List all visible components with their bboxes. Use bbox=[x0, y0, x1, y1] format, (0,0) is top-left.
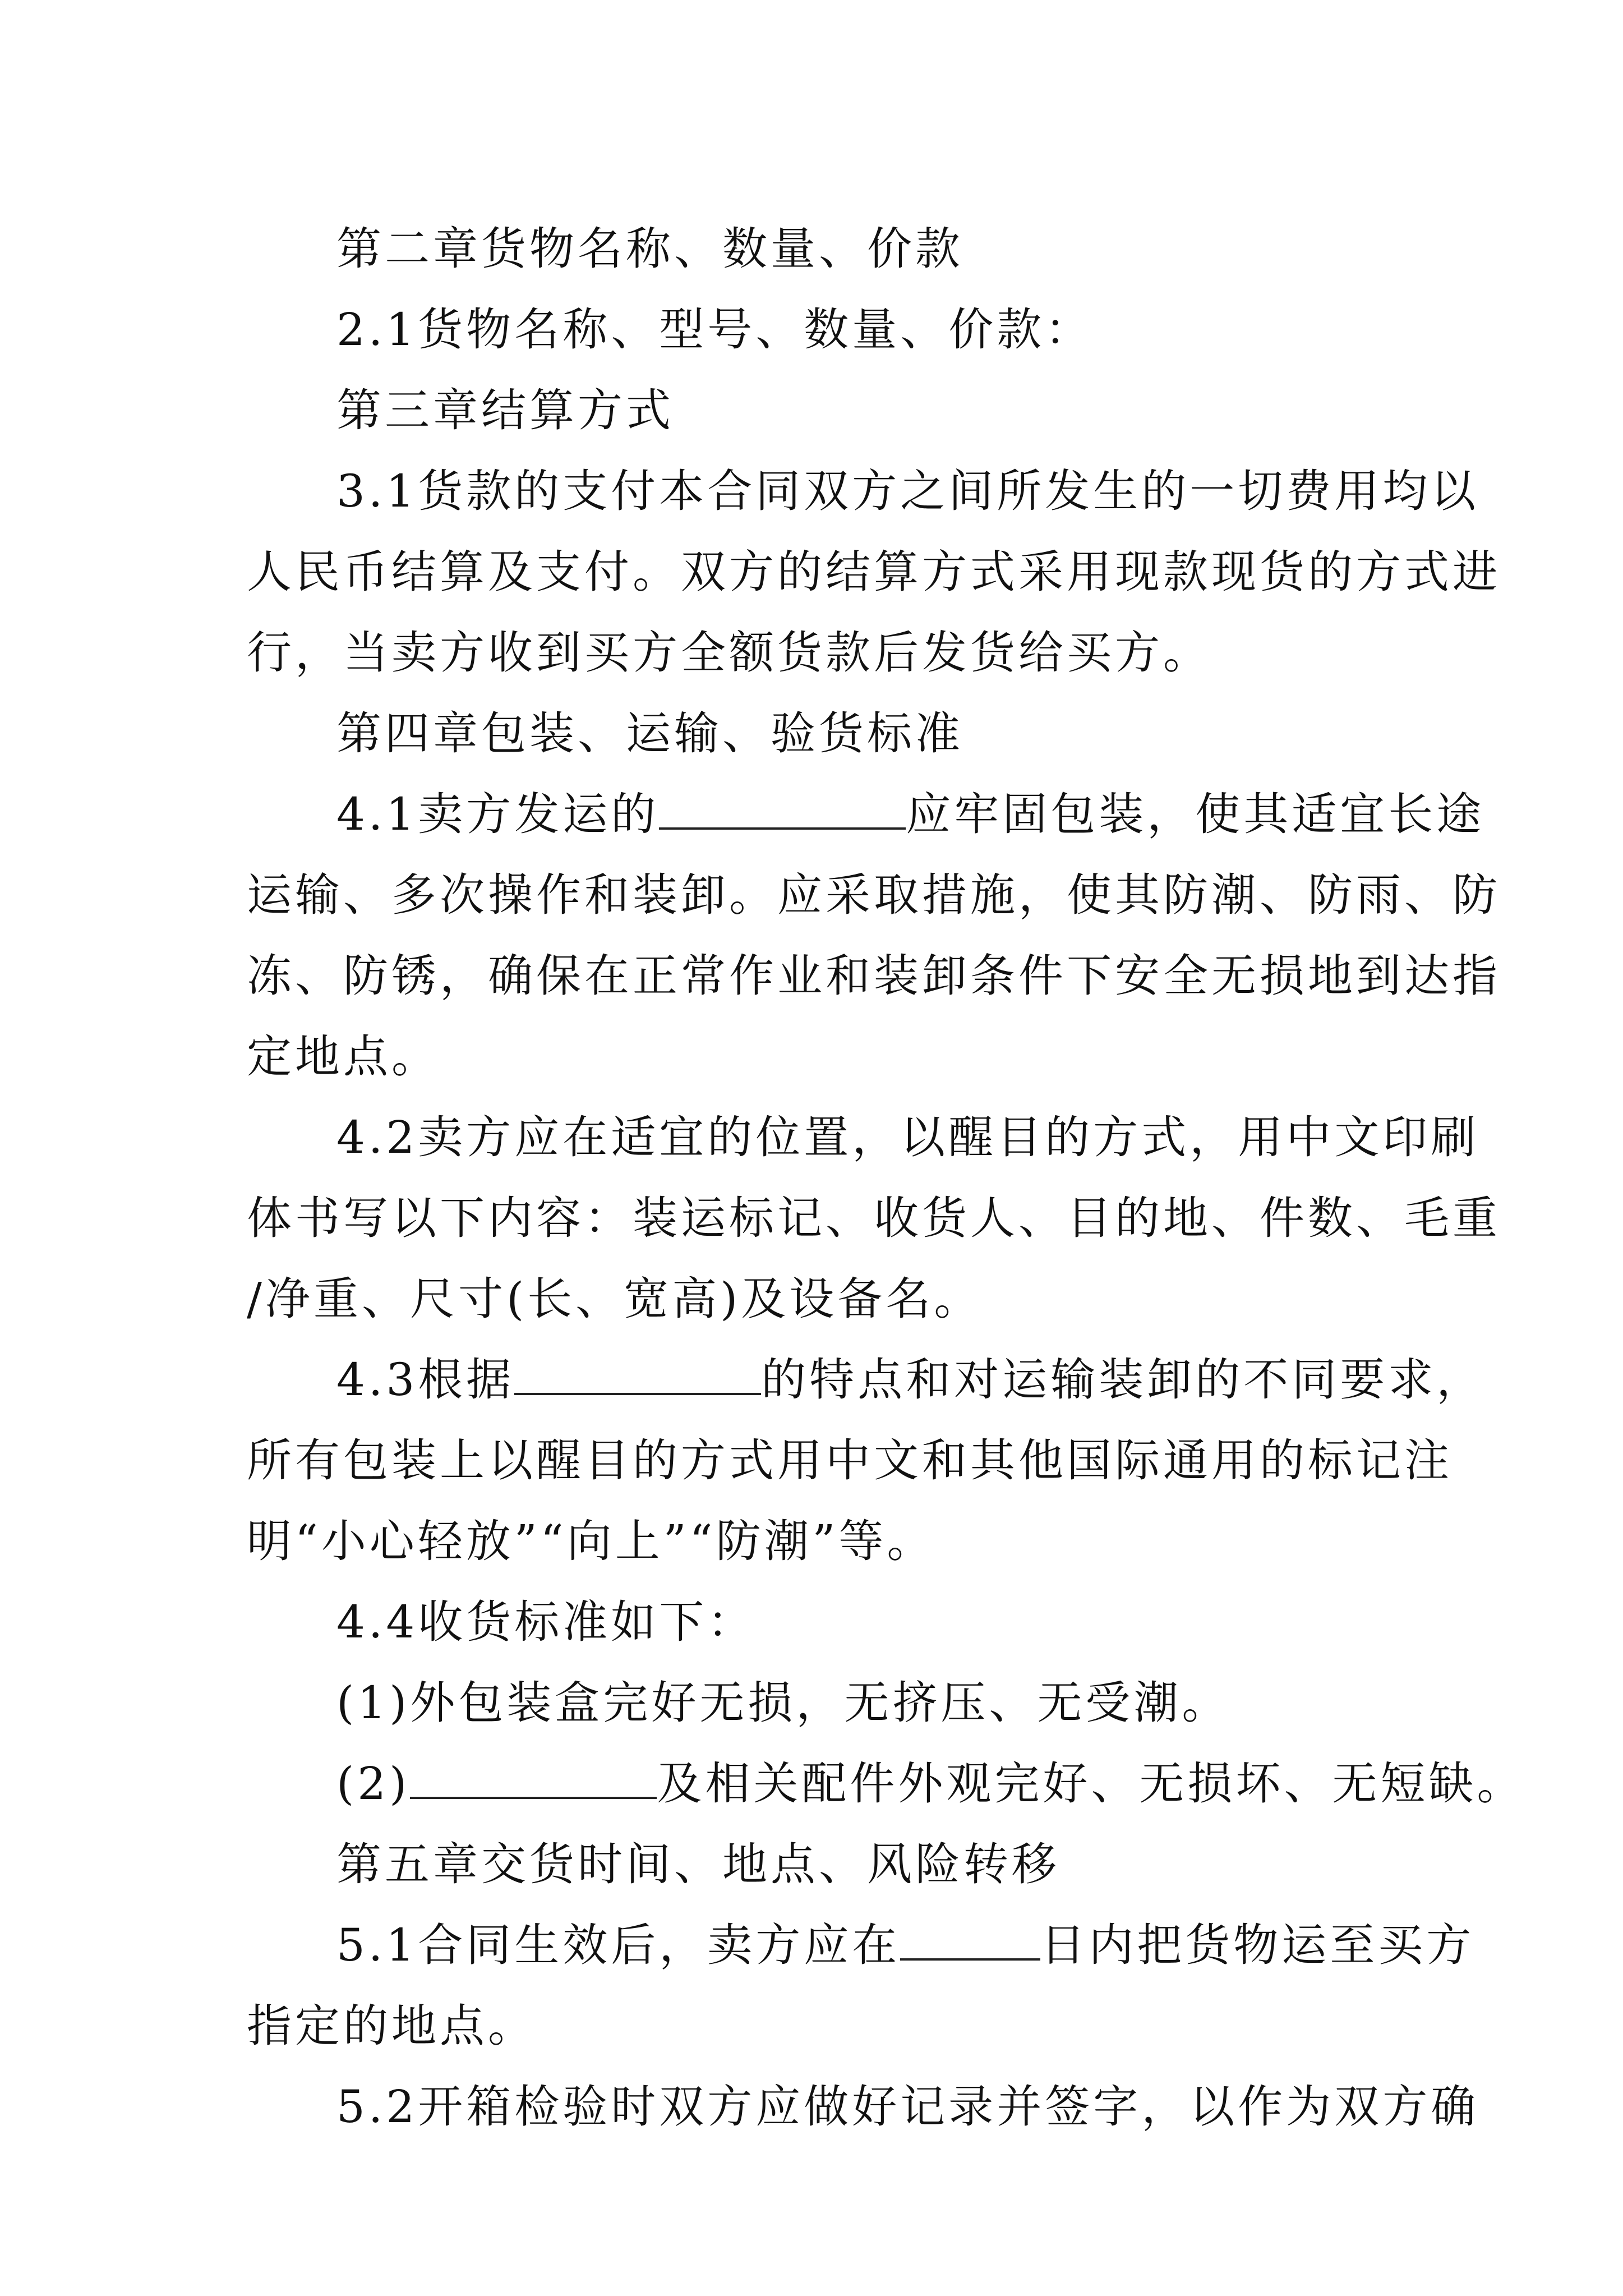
clause-4-1-text-after: 应牢固包装，使其适宜长途 bbox=[906, 788, 1485, 840]
clause-5-1-line-2: 指定的地点。 bbox=[247, 2000, 536, 2052]
clause-5-2-line-1: 5.2开箱检验时双方应做好记录并签字，以作为双方确 bbox=[336, 2081, 1479, 2133]
clause-4-3-line-3: 明“小心轻放”“向上”“防潮”等。 bbox=[247, 1515, 935, 1567]
chapter-4-heading: 第四章包装、运输、验货标准 bbox=[336, 707, 963, 760]
clause-4-3-text-after: 的特点和对运输装卸的不同要求， bbox=[761, 1354, 1485, 1406]
clause-3-1-line-3: 行，当卖方收到买方全额货款后发货给买方。 bbox=[247, 627, 1211, 679]
clause-4-1-line-2: 运输、多次操作和装卸。应采取措施，使其防潮、防雨、防 bbox=[247, 869, 1501, 921]
fill-in-blank-equipment[interactable] bbox=[410, 1763, 657, 1799]
clause-4-1-text-before: 4.1卖方发运的 bbox=[336, 788, 660, 840]
clause-4-3-line-2: 所有包装上以醒目的方式用中文和其他国际通用的标记注 bbox=[247, 1434, 1453, 1487]
fill-in-blank-goods[interactable] bbox=[659, 794, 906, 830]
clause-2-1: 2.1货物名称、型号、数量、价款： bbox=[336, 303, 1094, 356]
clause-4-2-line-2: 体书写以下内容：装运标记、收货人、目的地、件数、毛重 bbox=[247, 1192, 1501, 1244]
list-item-1: (1)外包装盒完好无损，无挤压、无受潮。 bbox=[336, 1677, 1230, 1729]
fill-in-blank-days[interactable] bbox=[900, 1925, 1040, 1961]
chapter-3-heading: 第三章结算方式 bbox=[336, 384, 674, 436]
list-item-2-text: 及相关配件外观完好、无损坏、无短缺。 bbox=[657, 1757, 1525, 1810]
chapter-2-heading: 第二章货物名称、数量、价款 bbox=[336, 223, 963, 275]
list-item-2 bbox=[247, 1743, 1525, 1824]
clause-3-1-line-2: 人民币结算及支付。双方的结算方式采用现款现货的方式进 bbox=[247, 546, 1501, 598]
document-body bbox=[247, 209, 1525, 2147]
clause-4-3-text-before: 4.3根据 bbox=[336, 1354, 515, 1406]
clause-4-4: 4.4收货标准如下： bbox=[336, 1596, 756, 1648]
clause-3-1-line-1: 3.1货款的支付本合同双方之间所发生的一切费用均以 bbox=[336, 465, 1479, 517]
fill-in-blank-goods-type[interactable] bbox=[514, 1359, 761, 1395]
clause-4-1-line-1 bbox=[247, 774, 1485, 855]
clause-4-3-line-1 bbox=[247, 1340, 1485, 1420]
list-item-2-prefix: (2) bbox=[336, 1757, 411, 1810]
clause-5-1-text-before: 5.1合同生效后，卖方应在 bbox=[336, 1919, 901, 1971]
clause-5-1-line-1 bbox=[247, 1905, 1475, 1986]
clause-4-2-line-3: /净重、尺寸(长、宽高)及设备名。 bbox=[247, 1273, 983, 1325]
clause-5-1-text-after: 日内把货物运至买方 bbox=[1040, 1919, 1475, 1971]
clause-4-1-line-4: 定地点。 bbox=[247, 1030, 440, 1083]
clause-4-2-line-1: 4.2卖方应在适宜的位置，以醒目的方式，用中文印刷 bbox=[336, 1111, 1479, 1163]
clause-4-1-line-3: 冻、防锈，确保在正常作业和装卸条件下安全无损地到达指 bbox=[247, 950, 1501, 1002]
chapter-5-heading: 第五章交货时间、地点、风险转移 bbox=[336, 1838, 1060, 1890]
